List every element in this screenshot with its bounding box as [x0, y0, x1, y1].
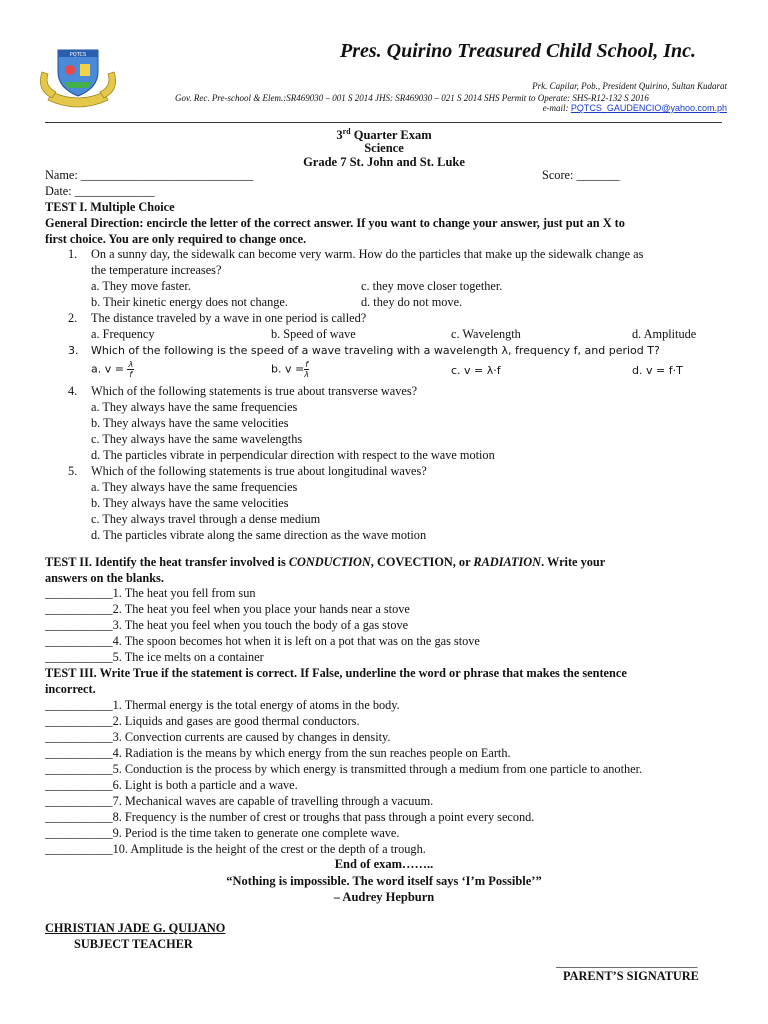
q1-option-b[interactable]: b. Their kinetic energy does not change.	[91, 295, 288, 309]
q1-number: 1.	[68, 247, 78, 261]
test2-title-line1	[45, 555, 605, 570]
test2-item[interactable]: ___________3. The heat you feel when you touch the body of a gas stove	[45, 618, 409, 632]
q1-option-c[interactable]: c. they move closer together.	[361, 279, 503, 293]
test3-item[interactable]: ___________1. Thermal energy is the total energy of atoms in the body.	[45, 698, 400, 712]
school-logo	[28, 42, 128, 110]
test3-item[interactable]: ___________10. Amplitude is the height of the crest or the depth of a trough.	[45, 842, 426, 856]
q4-option-a[interactable]: a. They always have the same frequencies	[91, 400, 298, 414]
score-field[interactable]: Score: _______	[542, 168, 620, 182]
q3-option-c[interactable]: c. v = λ·f	[451, 364, 501, 377]
test3-item[interactable]: ___________4. Radiation is the means by which energy from the sun reaches people on Earth.	[45, 746, 511, 760]
email-line	[543, 103, 727, 113]
quarter-suffix: rd	[342, 127, 351, 136]
q1-text-line2: the temperature increases?	[91, 263, 222, 277]
test3-item[interactable]: ___________9. Period is the time taken to generate one complete wave.	[45, 826, 400, 840]
test2-sep: , COVECTION, or	[370, 555, 474, 569]
school-address: Prk. Capilar, Pob., President Quirino, Sultan Kudarat	[532, 81, 727, 91]
q4-number: 4.	[68, 384, 78, 398]
q2-option-b[interactable]: b. Speed of wave	[271, 327, 356, 341]
q2-text: The distance traveled by a wave in one period is called?	[91, 311, 367, 325]
q5-number: 5.	[68, 464, 78, 478]
signature-label: PARENT’S SIGNATURE	[563, 969, 699, 983]
q2-option-d[interactable]: d. Amplitude	[632, 327, 697, 341]
header-divider	[45, 122, 722, 123]
test3-title-line1: TEST III. Write True if the statement is correct. If False, underline the word or phrase that makes the sentence	[45, 666, 627, 680]
date-field[interactable]: Date: _____________	[45, 184, 155, 198]
q2-option-c[interactable]: c. Wavelength	[451, 327, 521, 341]
q5-option-d[interactable]: d. The particles vibrate along the same direction as the wave motion	[91, 528, 427, 542]
q3-option-a-fraction	[127, 360, 134, 379]
quote-author: – Audrey Hepburn	[333, 890, 435, 904]
q3-option-d[interactable]: d. v = f·T	[632, 364, 683, 377]
q3-b-denominator: λ	[304, 370, 309, 379]
q3-option-b[interactable]	[271, 360, 309, 379]
test3-item[interactable]: ___________2. Liquids and gases are good thermal conductors.	[45, 714, 360, 728]
q3-a-denominator: f	[129, 370, 133, 379]
q1-option-d[interactable]: d. they do not move.	[361, 295, 463, 309]
test2-item[interactable]: ___________2. The heat you feel when you place your hands near a stove	[45, 602, 410, 616]
q3-a-numerator: λ	[128, 360, 134, 369]
q1-text-line1: On a sunny day, the sidewalk can become very warm. How do the particles that make up the sidewalk change as	[91, 247, 644, 261]
teacher-name: CHRISTIAN JADE G. QUIJANO	[45, 921, 226, 935]
q5-option-a[interactable]: a. They always have the same frequencies	[91, 480, 298, 494]
q3-number: 3.	[68, 344, 79, 357]
q4-option-b[interactable]: b. They always have the same velocities	[91, 416, 289, 430]
q2-number: 2.	[68, 311, 78, 325]
q4-option-c[interactable]: c. They always have the same wavelengths	[91, 432, 303, 446]
q4-option-d[interactable]: d. The particles vibrate in perpendicular direction with respect to the wave motion	[91, 448, 495, 462]
test3-item[interactable]: ___________8. Frequency is the number of crest or troughs that pass through a point every second.	[45, 810, 535, 824]
logo-text: PQTCS	[69, 52, 87, 58]
test3-item[interactable]: ___________5. Conduction is the process by which energy is transmitted through a medium from one particle to another.	[45, 762, 643, 776]
test1-title: TEST I. Multiple Choice	[45, 200, 175, 214]
teacher-title: SUBJECT TEACHER	[74, 937, 193, 951]
email-link[interactable]: PQTCS_GAUDENCIO@yahoo.com.ph	[570, 103, 727, 113]
name-field[interactable]: Name: ____________________________	[45, 168, 254, 182]
test3-item[interactable]: ___________3. Convection currents are caused by changes in density.	[45, 730, 391, 744]
test2-item[interactable]: ___________5. The ice melts on a container	[45, 650, 264, 664]
test2-item[interactable]: ___________4. The spoon becomes hot when it is left on a pot that was on the gas stove	[45, 634, 480, 648]
test1-direction-line1: General Direction: encircle the letter of the correct answer. If you want to change your answer, just put an X to	[45, 216, 625, 230]
school-name: Pres. Quirino Treasured Child School, Inc.	[340, 40, 696, 62]
test2-item[interactable]: ___________1. The heat you fell from sun	[45, 586, 256, 600]
test2-radiation: RADIATION	[473, 555, 542, 569]
test2-title-b: . Write your	[541, 555, 606, 569]
test2-conduction: CONDUCTION	[288, 555, 371, 569]
test2-title-a: TEST II. Identify the heat transfer involved is	[45, 555, 289, 569]
q3-b-numerator: f	[305, 360, 309, 369]
test3-title-line2: incorrect.	[45, 682, 96, 696]
test2-title-line2: answers on the blanks.	[45, 571, 164, 585]
q3-option-b-prefix: b. v =	[271, 362, 305, 376]
q1-option-a[interactable]: a. They move faster.	[91, 279, 191, 293]
exam-grade: Grade 7 St. John and St. Luke	[303, 155, 465, 169]
q3-option-b-fraction	[304, 360, 309, 379]
quote: “Nothing is impossible. The word itself says ‘I’m Possible’”	[226, 874, 542, 888]
exam-subject: Science	[364, 141, 404, 155]
test3-item[interactable]: ___________6. Light is both a particle and a wave.	[45, 778, 298, 792]
q5-text: Which of the following statements is true about longitudinal waves?	[91, 464, 427, 478]
q3-option-a-prefix: a. v =	[91, 362, 128, 376]
quarter-text: Quarter Exam	[350, 128, 432, 143]
email-label: e-mail:	[542, 103, 569, 113]
q2-option-a[interactable]: a. Frequency	[91, 327, 155, 341]
test1-direction-line2: first choice. You are only required to change once.	[45, 232, 307, 246]
signature-line[interactable]: _______________________	[556, 955, 698, 969]
q5-option-c[interactable]: c. They always travel through a dense medium	[91, 512, 321, 526]
quarter-number: 3	[336, 128, 343, 143]
end-of-exam: End of exam……..	[334, 857, 434, 871]
q4-text: Which of the following statements is true about transverse waves?	[91, 384, 418, 398]
q5-option-b[interactable]: b. They always have the same velocities	[91, 496, 289, 510]
government-recognition: Gov. Rec. Pre-school & Elem.:SR469030 – 001 S 2014 JHS: SR469030 – 021 S 2014 SHS Permit to Operate: SHS-R12-132 S 2016	[175, 93, 649, 103]
test3-item[interactable]: ___________7. Mechanical waves are capable of travelling through a vacuum.	[45, 794, 434, 808]
q3-text: Which of the following is the speed of a wave traveling with a wavelength λ, frequency f, and period T?	[91, 344, 660, 357]
q3-option-a[interactable]	[91, 360, 134, 379]
